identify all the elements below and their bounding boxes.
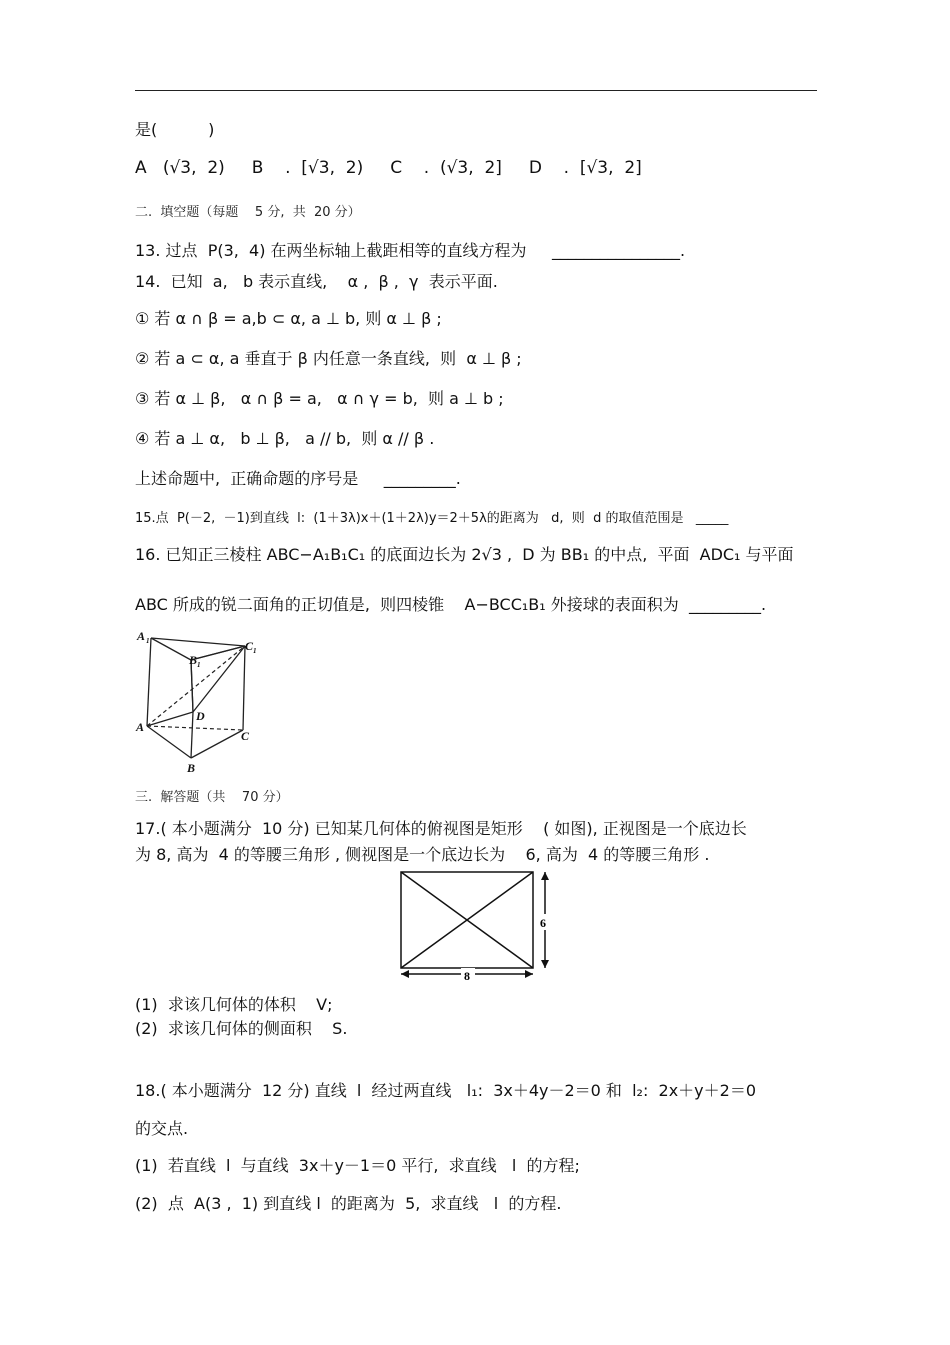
q13-text: 13. 过点 P(3, 4) 在两坐标轴上截距相等的直线方程为 ________________. xyxy=(135,241,686,260)
option-d[interactable]: D . [√3, 2] xyxy=(501,158,642,178)
q14-item-3: ③ 若 α ⊥ β, α ∩ β = a, α ∩ γ = b, 则 a ⊥ b ; xyxy=(135,389,504,408)
prism-figure xyxy=(133,626,263,778)
label-a: A xyxy=(136,720,145,734)
label-a1-sub: 1 xyxy=(146,637,150,645)
q14-stem: 14. 已知 a, b 表示直线, α , β , γ 表示平面. xyxy=(135,272,498,291)
label-c: C xyxy=(241,729,250,743)
label-d: D xyxy=(196,709,205,723)
label-b: B xyxy=(187,761,196,775)
label-c1: C xyxy=(245,639,254,653)
q17-line-2: 为 8, 高为 4 的等腰三角形 , 侧视图是一个底边长为 6, 高为 4 的等腰三角形 . xyxy=(135,845,710,864)
q18-sub-2: (2) 点 A(3 , 1) 到直线 l 的距离为 5, 求直线 l 的方程. xyxy=(135,1194,562,1213)
width-label: 8 xyxy=(464,969,470,983)
label-b1: B xyxy=(189,653,198,667)
label-a1: A xyxy=(137,629,146,643)
option-a[interactable]: A (√3, 2) xyxy=(135,158,225,178)
header-rule xyxy=(135,90,817,91)
q14-item-1: ① 若 α ∩ β = a,b ⊂ α, a ⊥ b, 则 α ⊥ β ; xyxy=(135,309,442,328)
q14-item-2: ② 若 a ⊂ α, a 垂直于 β 内任意一条直线, 则 α ⊥ β ; xyxy=(135,349,522,368)
q17-line-1: 17.( 本小题满分 10 分) 已知某几何体的俯视图是矩形 ( 如图), 正视图是一个底边长 xyxy=(135,819,747,838)
section-3-title: 三. 解答题（共 70 分） xyxy=(135,790,289,805)
height-label: 6 xyxy=(540,916,546,930)
q17-sub-1: (1) 求该几何体的体积 V; xyxy=(135,995,333,1014)
q12-tail: 是( ) xyxy=(135,120,215,139)
q15-text: 15.点 P(－2, －1)到直线 l: (1＋3λ)x＋(1＋2λ)y＝2＋5λ的距离为 d, 则 d 的取值范围是 _____ xyxy=(135,511,729,526)
q14-item-4: ④ 若 a ⊥ α, b ⊥ β, a // b, 则 α // β . xyxy=(135,429,435,448)
q18-line-1: 18.( 本小题满分 12 分) 直线 l 经过两直线 l₁: 3x＋4y－2＝0 和 l₂: 2x＋y＋2＝0 xyxy=(135,1081,757,1100)
option-c[interactable]: C . (√3, 2] xyxy=(363,158,502,178)
q12-options xyxy=(135,158,642,178)
q16-line-1: 16. 已知正三棱柱 ABC−A₁B₁C₁ 的底面边长为 2√3 , D 为 BB₁ 的中点, 平面 ADC₁ 与平面 xyxy=(135,545,794,564)
q18-sub-1: (1) 若直线 l 与直线 3x＋y－1＝0 平行, 求直线 l 的方程; xyxy=(135,1156,580,1175)
label-b1-sub: 1 xyxy=(197,661,201,669)
option-b[interactable]: B . [√3, 2) xyxy=(224,158,364,178)
q17-sub-2: (2) 求该几何体的侧面积 S. xyxy=(135,1019,348,1038)
q16-line-2: ABC 所成的锐二面角的正切值是, 则四棱锥 A−BCC₁B₁ 外接球的表面积为 _________. xyxy=(135,595,767,614)
q18-line-2: 的交点. xyxy=(135,1119,189,1138)
label-c1-sub: 1 xyxy=(253,647,257,655)
section-2-title: 二. 填空题（每题 5 分, 共 20 分） xyxy=(135,205,361,220)
top-view-figure xyxy=(395,866,555,988)
q14-question: 上述命题中, 正确命题的序号是 _________. xyxy=(135,469,461,488)
